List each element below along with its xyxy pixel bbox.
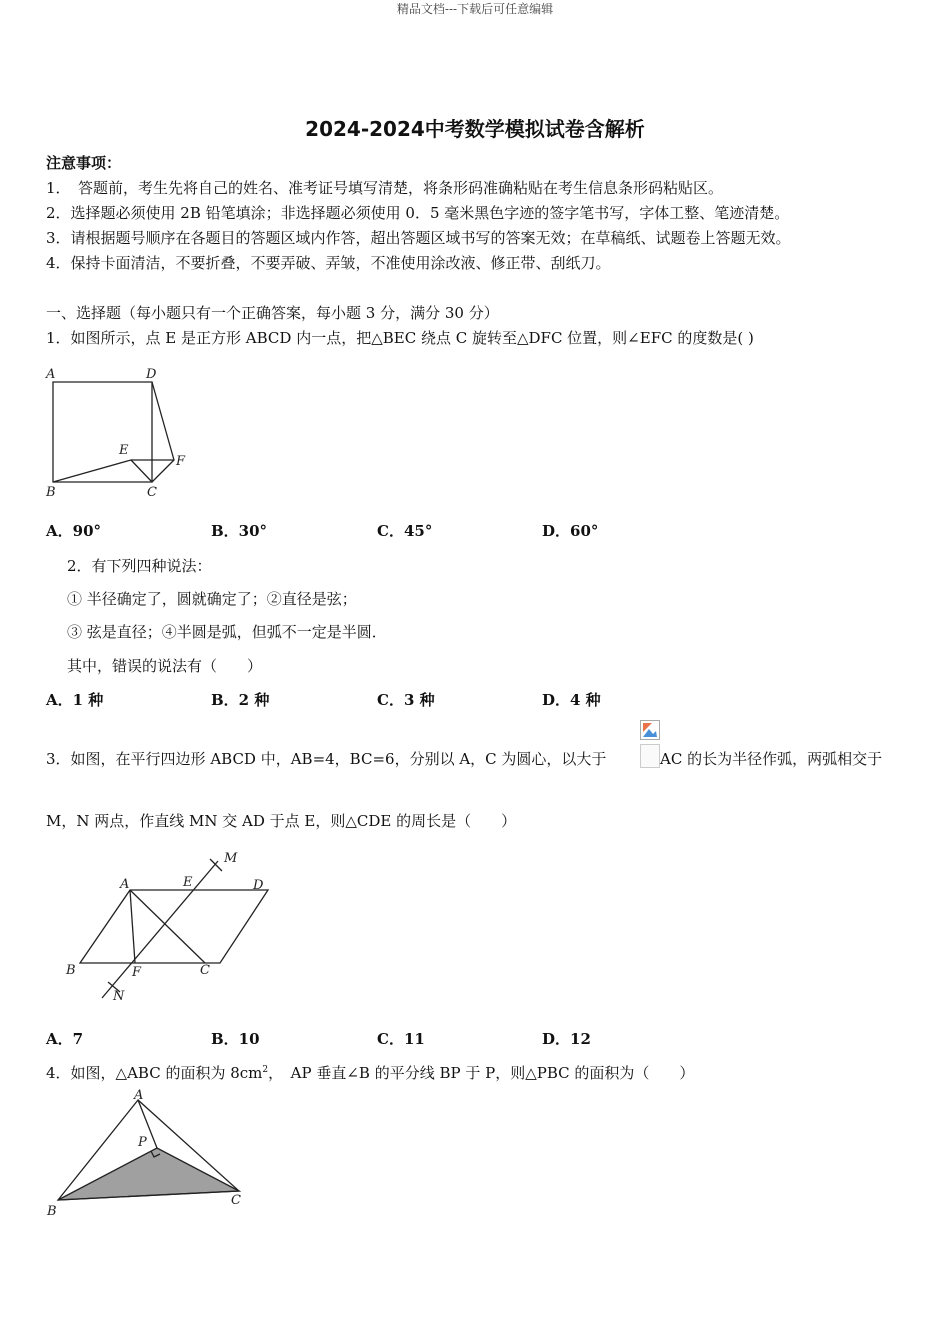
q3-label-e: E <box>183 875 193 890</box>
q4-stem <box>46 1062 694 1083</box>
q1-triangle-bec <box>53 460 152 482</box>
notice-item-3: 3．请根据题号顺序在各题目的答题区域内作答，超出答题区域书写的答案无效；在草稿纸、试题卷上答题无效。 <box>46 229 791 247</box>
broken-image-icon <box>640 720 660 740</box>
q4-stem-part1: 4．如图，△ABC 的面积为 8cm <box>46 1064 263 1082</box>
q1-label-f: F <box>176 454 186 469</box>
q3-label-a: A <box>120 877 130 892</box>
q2-option-c: C．3 种 <box>377 691 435 709</box>
q3-label-d: D <box>253 878 264 893</box>
q3-label-m: M <box>224 851 238 866</box>
q3-figure <box>60 846 275 1006</box>
q2-option-a: A．1 种 <box>46 691 104 709</box>
q3-label-b: B <box>66 963 76 978</box>
q2-stem: 2．有下列四种说法： <box>67 557 212 575</box>
q2-option-b: B．2 种 <box>211 691 270 709</box>
q4-figure <box>42 1088 257 1223</box>
q2-option-d: D．4 种 <box>542 691 601 709</box>
notice-item-1: 1． 答题前，考生先将自己的姓名、准考证号填写清楚，将条形码准确粘贴在考生信息条形码粘贴区。 <box>46 179 724 197</box>
q3-option-b: B．10 <box>211 1030 260 1048</box>
q2-line-2: ③ 弦是直径；④半圆是弧，但弧不一定是半圆． <box>67 623 387 641</box>
fraction-placeholder <box>640 744 660 768</box>
q4-label-a: A <box>134 1088 144 1103</box>
q1-option-d: D．60° <box>542 522 599 540</box>
page-title: 2024-2024中考数学模拟试卷含解析 <box>305 117 645 141</box>
q1-label-c: C <box>147 485 157 500</box>
notice-heading: 注意事项： <box>46 154 122 172</box>
q3-segment-af <box>130 890 135 963</box>
q1-label-d: D <box>146 367 157 382</box>
q3-parallelogram <box>80 890 268 963</box>
q1-label-a: A <box>46 367 56 382</box>
q4-label-p: P <box>138 1135 147 1150</box>
q1-label-e: E <box>119 443 129 458</box>
q4-stem-sup: 2 <box>262 1065 269 1075</box>
q1-figure <box>44 364 194 500</box>
q1-option-c: C．45° <box>377 522 433 540</box>
q1-option-b: B．30° <box>211 522 268 540</box>
q3-stem-part1: 3．如图，在平行四边形 ABCD 中，AB=4，BC=6，分别以 A，C 为圆心，以大于 <box>46 750 607 768</box>
q3-option-c: C．11 <box>377 1030 425 1048</box>
q3-option-a: A．7 <box>46 1030 84 1048</box>
section-heading: 一、选择题（每小题只有一个正确答案，每小题 3 分，满分 30 分） <box>46 304 499 322</box>
q1-label-b: B <box>46 485 56 500</box>
page-header: 精品文档---下载后可任意编辑 <box>396 2 554 16</box>
q4-label-c: C <box>231 1193 241 1208</box>
q1-triangle-dfc <box>152 382 174 482</box>
q3-label-n: N <box>113 989 125 1004</box>
notice-item-4: 4．保持卡面清洁，不要折叠，不要弄破、弄皱，不准使用涂改液、修正带、刮纸刀。 <box>46 254 611 272</box>
q1-option-a: A．90° <box>46 522 102 540</box>
q3-label-c: C <box>200 963 210 978</box>
notice-item-2: 2．选择题必须使用 2B 铅笔填涂；非选择题必须使用 0．5 毫米黑色字迹的签字笔书写，字体工整、笔迹清楚。 <box>46 204 790 222</box>
q1-stem: 1．如图所示，点 E 是正方形 ABCD 内一点，把△BEC 绕点 C 旋转至△DFC 位置，则∠EFC 的度数是( ) <box>46 329 754 347</box>
q3-label-f: F <box>132 965 142 980</box>
q3-stem-part2: AC 的长为半径作弧，两弧相交于 <box>660 750 883 768</box>
q4-stem-part2: ， AP 垂直∠B 的平分线 BP 于 P，则△PBC 的面积为（ ） <box>268 1064 695 1082</box>
q4-label-b: B <box>47 1204 57 1219</box>
q3-stem-line2: M，N 两点，作直线 MN 交 AD 于点 E，则△CDE 的周长是（ ） <box>46 812 517 830</box>
q2-line-1: ① 半径确定了，圆就确定了；②直径是弦； <box>67 590 357 608</box>
q2-line-3: 其中，错误的说法有（ ） <box>67 657 263 675</box>
q3-option-d: D．12 <box>542 1030 591 1048</box>
